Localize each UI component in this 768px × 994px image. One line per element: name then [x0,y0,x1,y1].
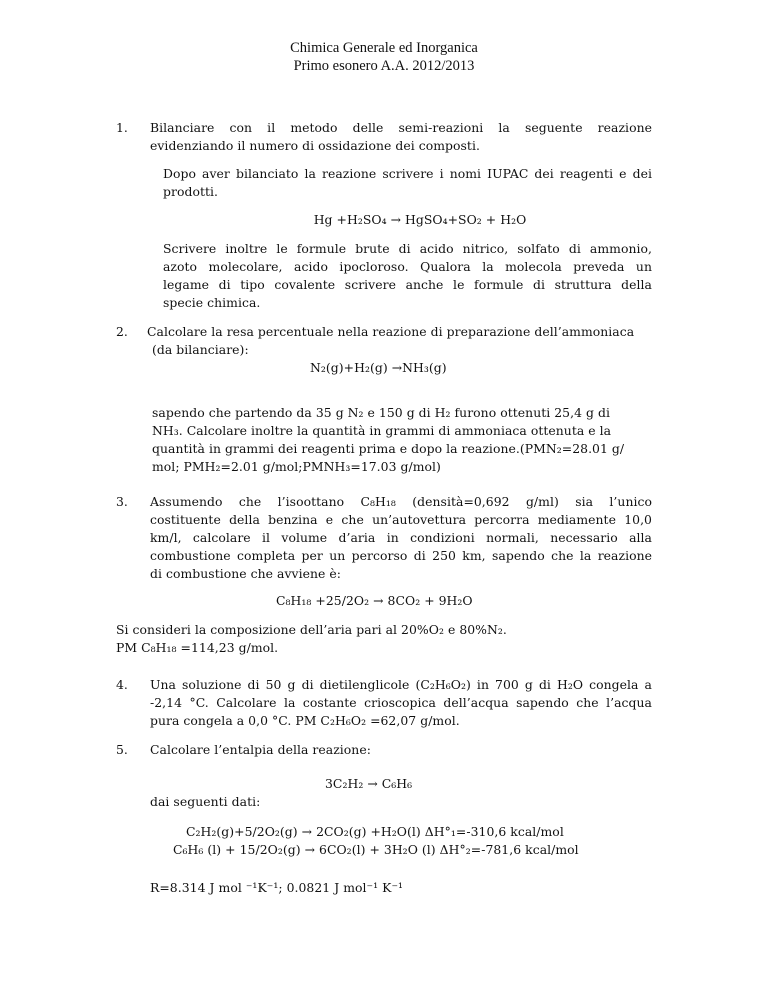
question-2-para2-line-4: mol; PMH₂=2.01 g/mol;PMNH₃=17.03 g/mol) [152,459,441,474]
question-1-para2-line-2: prodotti. [163,184,219,199]
question-5-number: 5. [116,742,128,757]
question-3-line-3: km/l, calcolare il volume d’aria in condizioni normali, necessario alla [150,530,652,545]
question-1-para3-line-3: legame di tipo covalente scrivere anche le formule di struttura della [163,277,652,292]
question-2-para2-line-1: sapendo che partendo da 35 g N₂ e 150 g di H₂ furono ottenuti 25,4 g di [152,405,610,420]
exam-subtitle: Primo esonero A.A. 2012/2013 [293,58,475,74]
gas-constant-line: R=8.314 J mol ⁻¹K⁻¹; 0.0821 J mol⁻¹ K⁻¹ [150,880,404,895]
question-3-line-4: combustione completa per un percorso di 250 km, sapendo che la reazione [150,548,652,563]
question-1-para3-line-4: specie chimica. [163,295,261,310]
question-5-line-1: Calcolare l’entalpia della reazione: [150,742,371,757]
question-1-para3-line-2: azoto molecolare, acido ipocloroso. Qualora la molecola preveda un [163,259,652,274]
question-3-number: 3. [116,494,128,509]
question-3-line-5: di combustione che avviene è: [150,566,341,581]
question-3-reaction: C₈H₁₈ +25/2O₂ → 8CO₂ + 9H₂O [276,593,473,608]
question-2-line-1: Calcolare la resa percentuale nella reazione di preparazione dell’ammoniaca [147,324,635,339]
question-4-number: 4. [116,677,128,692]
question-3-line-2: costituente della benzina e che un’autovettura percorra mediamente 10,0 [150,512,652,527]
question-2-para2-line-3: quantità in grammi dei reagenti prima e dopo la reazione.(PMN₂=28.01 g/ [152,441,625,456]
question-3-note-1: Si consideri la composizione dell’aria pari al 20%O₂ e 80%N₂. [116,622,507,637]
question-2-number: 2. [116,324,128,339]
question-5-data-reaction-1: C₂H₂(g)+5/2O₂(g) → 2CO₂(g) +H₂O(l) ΔH°₁=-310,6 kcal/mol [186,824,564,839]
question-1-reaction: Hg +H₂SO₄ → HgSO₄+SO₂ + H₂O [313,212,527,227]
question-3-line-1: Assumendo che l’isoottano C₈H₁₈ (densità=0,692 g/ml) sia l’unico [150,494,652,509]
question-4-line-1: Una soluzione di 50 g di dietilenglicole (C₂H₆O₂) in 700 g di H₂O congela a [150,677,652,692]
question-2-reaction: N₂(g)+H₂(g) →NH₃(g) [310,360,447,375]
question-5-data-reaction-2: C₆H₆ (l) + 15/2O₂(g) → 6CO₂(l) + 3H₂O (l) ΔH°₂=-781,6 kcal/mol [173,842,579,857]
question-1-para3-line-1: Scrivere inoltre le formule brute di acido nitrico, solfato di ammonio, [163,241,652,256]
question-3-note-2: PM C₈H₁₈ =114,23 g/mol. [116,640,279,655]
course-title: Chimica Generale ed Inorganica [290,40,478,56]
question-1-number: 1. [116,120,128,135]
question-1-line-1: Bilanciare con il metodo delle semi-reazioni la seguente reazione [150,120,652,135]
question-4-line-3: pura congela a 0,0 °C. PM C₂H₆O₂ =62,07 g/mol. [150,713,460,728]
question-5-line-2: dai seguenti dati: [150,794,261,809]
question-5-target-reaction: 3C₂H₂ → C₆H₆ [325,776,413,791]
question-2-line-2: (da bilanciare): [152,342,249,357]
question-1-line-2: evidenziando il numero di ossidazione dei composti. [150,138,480,153]
question-4-line-2: -2,14 °C. Calcolare la costante crioscopica dell’acqua sapendo che l’acqua [150,695,652,710]
question-1-para2-line-1: Dopo aver bilanciato la reazione scrivere i nomi IUPAC dei reagenti e dei [163,166,652,181]
question-2-para2-line-2: NH₃. Calcolare inoltre la quantità in grammi di ammoniaca ottenuta e la [152,423,612,438]
